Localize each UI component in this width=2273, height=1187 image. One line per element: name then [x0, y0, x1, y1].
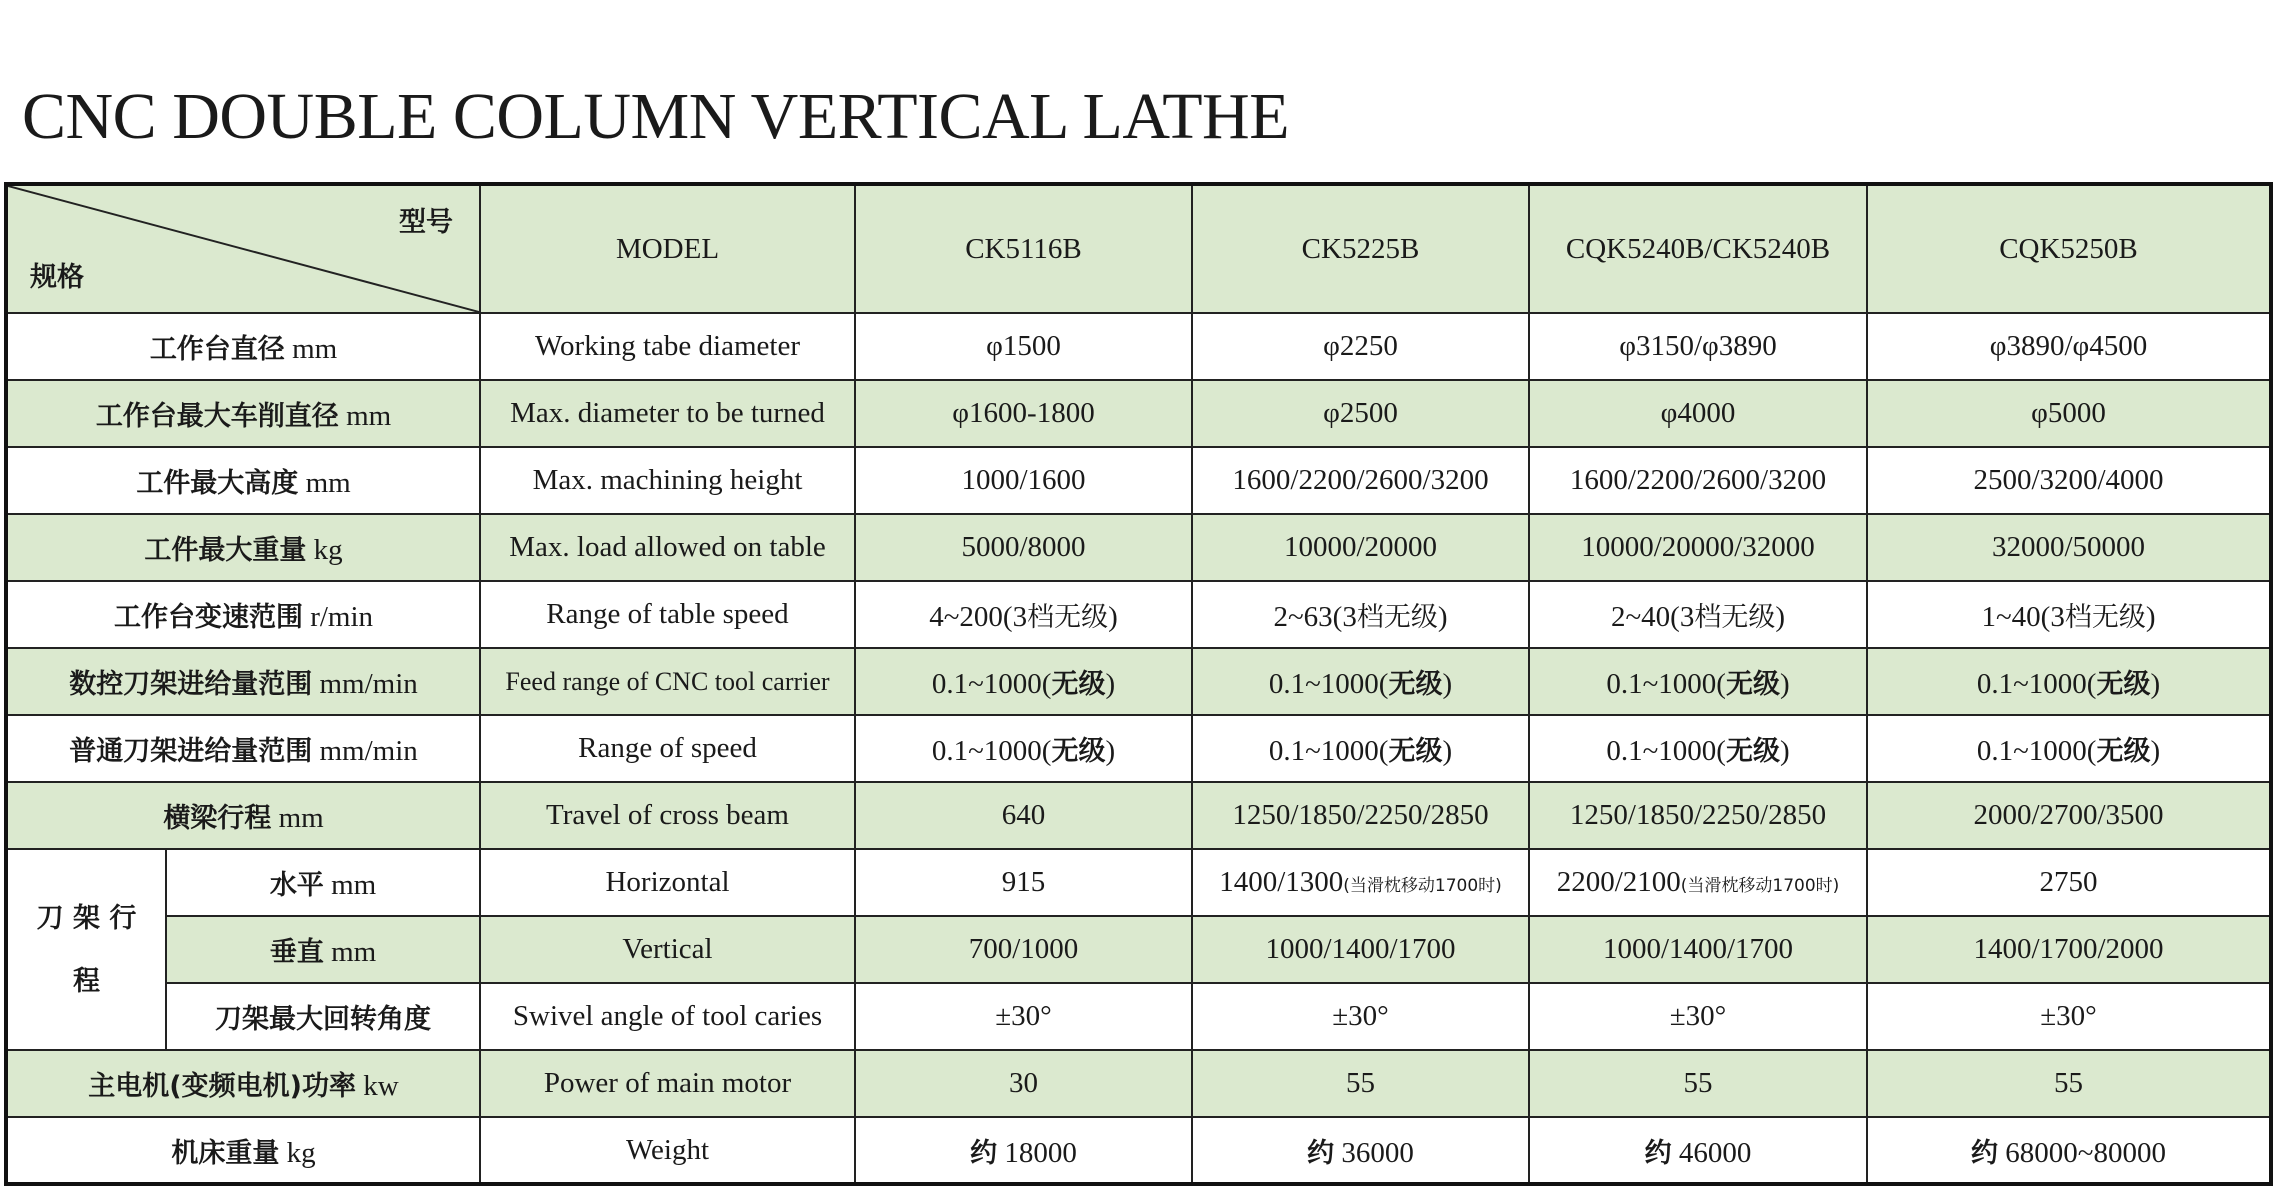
table-cell: 约 46000	[1529, 1117, 1867, 1184]
row-label: 横梁行程 mm	[6, 782, 480, 849]
table-cell: φ1600-1800	[855, 380, 1192, 447]
table-cell: 1000/1400/1700	[1529, 916, 1867, 983]
table-cell: 10000/20000/32000	[1529, 514, 1867, 581]
table-cell: ±30°	[1192, 983, 1529, 1050]
row-english: Range of speed	[480, 715, 855, 782]
row-label: 机床重量 kg	[6, 1117, 480, 1184]
table-row	[6, 447, 2271, 514]
table-cell: φ1500	[855, 313, 1192, 380]
table-cell: 10000/20000	[1192, 514, 1529, 581]
table-row	[6, 648, 2271, 715]
row-label: 普通刀架进给量范围 mm/min	[6, 715, 480, 782]
table-cell: 2750	[1867, 849, 2271, 916]
table-cell: 0.1~1000(无级)	[1192, 648, 1529, 715]
table-row	[6, 313, 2271, 380]
table-cell: 0.1~1000(无级)	[1867, 715, 2271, 782]
header-corner-cell	[6, 184, 480, 313]
row-english: Range of table speed	[480, 581, 855, 648]
cell-note: (当滑枕移动1700时)	[1343, 876, 1502, 896]
cell-note: (当滑枕移动1700时)	[1680, 876, 1840, 896]
table-row	[6, 1050, 2271, 1117]
table-cell: 30	[855, 1050, 1192, 1117]
row-label: 水平 mm	[166, 849, 480, 916]
row-label: 数控刀架进给量范围 mm/min	[6, 648, 480, 715]
table-cell: 1~40(3档无级)	[1867, 581, 2271, 648]
header-model-1: CK5116B	[855, 184, 1192, 313]
row-english: Max. diameter to be turned	[480, 380, 855, 447]
row-english: Weight	[480, 1117, 855, 1184]
table-row	[6, 849, 2271, 916]
table-row	[6, 916, 2271, 983]
row-label: 工件最大高度 mm	[6, 447, 480, 514]
row-label: 工作台直径 mm	[6, 313, 480, 380]
table-cell: 0.1~1000(无级)	[855, 648, 1192, 715]
table-row	[6, 715, 2271, 782]
table-cell: 2000/2700/3500	[1867, 782, 2271, 849]
table-cell: φ2500	[1192, 380, 1529, 447]
row-english: Max. machining height	[480, 447, 855, 514]
table-cell: 2500/3200/4000	[1867, 447, 2271, 514]
table-cell: 约 36000	[1192, 1117, 1529, 1184]
table-cell: 1250/1850/2250/2850	[1192, 782, 1529, 849]
row-label: 工作台最大车削直径 mm	[6, 380, 480, 447]
row-english: Travel of cross beam	[480, 782, 855, 849]
table-cell: 2~40(3档无级)	[1529, 581, 1867, 648]
header-model-2: CK5225B	[1192, 184, 1529, 313]
table-cell: 0.1~1000(无级)	[1192, 715, 1529, 782]
table-cell: 55	[1867, 1050, 2271, 1117]
header-model-cn: 型号	[399, 207, 453, 238]
row-label: 垂直 mm	[166, 916, 480, 983]
table-cell: 1600/2200/2600/3200	[1529, 447, 1867, 514]
table-cell: 1000/1400/1700	[1192, 916, 1529, 983]
table-cell: φ3890/φ4500	[1867, 313, 2271, 380]
table-row	[6, 514, 2271, 581]
page-title: CNC DOUBLE COLUMN VERTICAL LATHE	[22, 80, 1290, 153]
header-model-label: MODEL	[480, 184, 855, 313]
table-cell: φ3150/φ3890	[1529, 313, 1867, 380]
table-row	[6, 782, 2271, 849]
header-model-4: CQK5250B	[1867, 184, 2271, 313]
table-cell: 1250/1850/2250/2850	[1529, 782, 1867, 849]
table-cell: 1000/1600	[855, 447, 1192, 514]
tool-travel-group-label: 刀 架 行 程	[6, 849, 166, 1050]
table-cell: 32000/50000	[1867, 514, 2271, 581]
table-cell: 55	[1529, 1050, 1867, 1117]
table-cell: 5000/8000	[855, 514, 1192, 581]
row-english: Max. load allowed on table	[480, 514, 855, 581]
row-english: Vertical	[480, 916, 855, 983]
row-label: 主电机(变频电机)功率 kw	[6, 1050, 480, 1117]
table-cell: 2200/2100(当滑枕移动1700时)	[1529, 849, 1867, 916]
table-row	[6, 983, 2271, 1050]
table-cell: ±30°	[855, 983, 1192, 1050]
table-cell: 约 68000~80000	[1867, 1117, 2271, 1184]
row-english: Swivel angle of tool caries	[480, 983, 855, 1050]
table-cell: 0.1~1000(无级)	[1867, 648, 2271, 715]
row-english: Power of main motor	[480, 1050, 855, 1117]
table-row	[6, 1117, 2271, 1184]
table-cell: 0.1~1000(无级)	[1529, 648, 1867, 715]
table-cell: φ2250	[1192, 313, 1529, 380]
table-cell: φ5000	[1867, 380, 2271, 447]
row-label: 刀架最大回转角度	[166, 983, 480, 1050]
table-cell: 700/1000	[855, 916, 1192, 983]
spec-table	[4, 182, 2273, 1186]
header-spec-cn: 规格	[30, 262, 84, 293]
table-cell: 0.1~1000(无级)	[855, 715, 1192, 782]
table-cell: 915	[855, 849, 1192, 916]
row-english: Feed range of CNC tool carrier	[480, 648, 855, 715]
table-cell: 1400/1700/2000	[1867, 916, 2271, 983]
header-row	[6, 184, 2271, 313]
row-label: 工作台变速范围 r/min	[6, 581, 480, 648]
table-cell: φ4000	[1529, 380, 1867, 447]
row-english: Horizontal	[480, 849, 855, 916]
table-row	[6, 581, 2271, 648]
table-cell: ±30°	[1867, 983, 2271, 1050]
table-cell: 4~200(3档无级)	[855, 581, 1192, 648]
row-english: Working tabe diameter	[480, 313, 855, 380]
table-cell: 2~63(3档无级)	[1192, 581, 1529, 648]
table-row	[6, 380, 2271, 447]
table-cell: 0.1~1000(无级)	[1529, 715, 1867, 782]
header-model-3: CQK5240B/CK5240B	[1529, 184, 1867, 313]
table-cell: 55	[1192, 1050, 1529, 1117]
row-label: 工件最大重量 kg	[6, 514, 480, 581]
table-cell: 约 18000	[855, 1117, 1192, 1184]
table-cell: 1400/1300(当滑枕移动1700时)	[1192, 849, 1529, 916]
table-cell: ±30°	[1529, 983, 1867, 1050]
table-cell: 640	[855, 782, 1192, 849]
table-cell: 1600/2200/2600/3200	[1192, 447, 1529, 514]
